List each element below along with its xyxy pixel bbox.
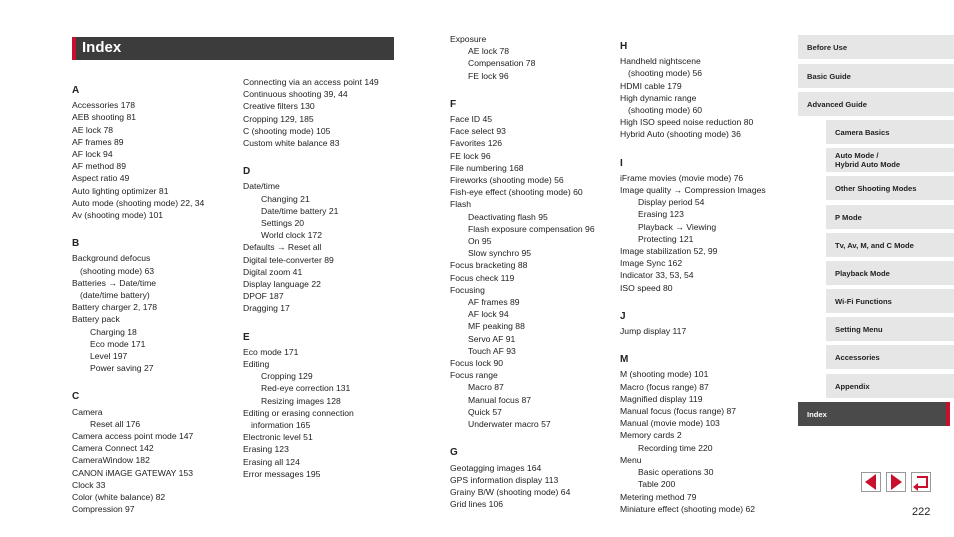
index-entry[interactable]: AF method 89 [72,161,126,172]
sidebar-tab-label: P Mode [835,212,862,222]
index-entry[interactable]: Changing 21 [261,193,310,204]
index-entry[interactable]: M (shooting mode) 101 [620,369,709,380]
index-letter-heading: H [620,41,628,52]
index-entry[interactable]: Indicator 33, 53, 54 [620,270,694,281]
index-entry[interactable]: Compression 97 [72,504,135,515]
index-entry[interactable]: Image stabilization 52, 99 [620,246,718,257]
index-entry[interactable]: File numbering 168 [450,162,524,173]
sidebar-tab-basic-guide[interactable] [798,64,954,88]
index-entry[interactable]: Date/time [243,181,280,192]
index-entry[interactable]: Touch AF 93 [468,345,516,356]
index-entry[interactable]: Grid lines 106 [450,499,504,510]
sidebar-tab-accessories[interactable] [826,345,954,369]
return-icon[interactable] [911,472,931,492]
sidebar-tab-advanced-guide[interactable] [798,92,954,116]
sidebar-tab-label: Advanced Guide [807,99,867,109]
index-entry[interactable]: Display language 22 [243,279,321,290]
index-entry[interactable]: HDMI cable 179 [620,80,682,91]
index-entry[interactable]: GPS information display 113 [450,474,559,485]
index-entry[interactable]: High dynamic range [620,92,697,103]
index-entry[interactable]: Editing or erasing connection [243,407,354,418]
page-number: 222 [912,506,931,518]
index-entry[interactable]: Metering method 79 [620,491,697,502]
index-entry[interactable]: Slow synchro 95 [468,248,532,259]
sidebar-tab-label: Basic Guide [807,71,851,81]
index-entry[interactable]: Camera Connect 142 [72,443,154,454]
index-entry[interactable]: Level 197 [90,351,128,362]
sidebar-tab-label: Accessories [835,352,880,362]
index-entry[interactable]: iFrame movies (movie mode) 76 [620,172,744,183]
index-entry[interactable]: Clock 33 [72,479,106,490]
sidebar-tab-other-shooting-modes[interactable] [826,176,954,200]
index-entry[interactable]: Dragging 17 [243,303,290,314]
index-entry[interactable]: AE lock 78 [72,124,114,135]
index-entry[interactable]: (shooting mode) 60 [628,105,703,116]
sidebar-tab-label: Tv, Av, M, and C Mode [835,240,914,250]
index-entry[interactable]: Digital zoom 41 [243,266,303,277]
sidebar-tab-label: Wi-Fi Functions [835,296,892,306]
index-entry[interactable]: Battery pack [72,314,120,325]
index-entry[interactable]: (shooting mode) 56 [628,68,703,79]
index-column-2 [243,76,433,480]
index-entry[interactable]: Camera [72,406,103,417]
index-letter-heading: D [243,166,251,178]
index-entry[interactable]: Continuous shooting 39, 44 [243,89,348,100]
page-title: Index [82,39,122,56]
index-letter-heading: G [450,447,458,459]
index-entry[interactable]: Favorites 126 [450,138,503,149]
index-entry[interactable]: Handheld nightscene [620,56,701,67]
index-entry[interactable]: Digital tele-converter 89 [243,254,334,265]
index-entry[interactable]: Quick 57 [468,406,502,417]
index-entry[interactable]: Macro 87 [468,382,504,393]
index-entry[interactable]: AF frames 89 [468,297,520,308]
index-entry[interactable]: AEB shooting 81 [72,112,137,123]
index-entry[interactable]: Protecting 121 [638,233,694,244]
index-column-3 [450,33,615,510]
index-entry[interactable]: Settings 20 [261,218,304,229]
index-entry[interactable]: Focus lock 90 [450,358,504,369]
index-entry[interactable]: Erasing 123 [243,444,289,455]
sidebar-tab-label: Setting Menu [835,324,883,334]
index-entry[interactable]: Resizing images 128 [261,395,341,406]
index-entry[interactable]: Error messages 195 [243,468,321,479]
index-entry[interactable]: FE lock 96 [450,150,491,161]
index-entry[interactable]: Manual focus (focus range) 87 [620,406,737,417]
index-entry[interactable]: Recording time 220 [638,442,713,453]
index-entry[interactable]: MF peaking 88 [468,321,525,332]
sidebar-tab-label: Playback Mode [835,268,890,278]
index-entry[interactable]: Aspect ratio 49 [72,173,130,184]
index-letter-heading: M [620,354,629,366]
index-letter-heading: E [243,331,250,343]
index-entry[interactable]: Erasing all 124 [243,456,300,467]
index-entry[interactable]: Eco mode 171 [243,346,299,357]
sidebar-tab-tv-av-m-and-c-mode[interactable] [826,233,954,257]
index-entry[interactable]: CameraWindow 182 [72,455,150,466]
index-letter-heading: F [450,98,457,110]
index-entry[interactable]: Fireworks (shooting mode) 56 [450,175,564,186]
index-entry[interactable]: Focus check 119 [450,272,515,283]
index-entry[interactable]: Macro (focus range) 87 [620,381,709,392]
index-entry[interactable]: Accessories 178 [72,100,136,111]
index-entry[interactable]: Table 200 [638,479,676,490]
index-entry[interactable]: Power saving 27 [90,363,154,374]
sidebar-tab-setting-menu[interactable] [826,317,954,341]
sidebar-tab-label: Before Use [807,42,848,52]
index-entry[interactable]: Playback → Viewing [638,221,717,232]
index-entry[interactable]: FE lock 96 [468,70,509,81]
index-entry[interactable]: Servo AF 91 [468,333,516,344]
index-entry[interactable]: Date/time battery 21 [261,205,339,216]
index-letter-heading: B [72,238,80,250]
index-entry[interactable]: (date/time battery) [80,290,150,301]
index-entry[interactable]: Geotagging images 164 [450,462,542,473]
index-letter-heading: C [72,391,80,403]
index-entry[interactable]: Menu [620,454,642,465]
index-entry[interactable]: Red-eye correction 131 [261,383,351,394]
index-entry[interactable]: Erasing 123 [638,209,684,220]
index-entry[interactable]: Camera access point mode 147 [72,431,194,442]
sidebar-tab-before-use[interactable] [798,35,954,59]
index-entry[interactable]: Cropping 129 [261,371,313,382]
index-entry[interactable]: AE lock 78 [468,46,510,57]
index-column-1 [72,78,237,516]
index-entry[interactable]: Hybrid Auto (shooting mode) 36 [620,129,741,140]
sidebar-tab-p-mode[interactable] [826,205,954,229]
index-entry[interactable]: Battery charger 2, 178 [72,302,158,313]
sidebar-tab-label: Appendix [835,381,870,391]
index-entry[interactable]: Deactivating flash 95 [468,211,548,222]
index-entry[interactable]: Defaults → Reset all [243,242,322,253]
arrow-left-icon[interactable] [861,472,881,492]
sidebar-tab-playback-mode[interactable] [826,261,954,285]
index-entry[interactable]: Jump display 117 [620,326,687,337]
index-entry[interactable]: Underwater macro 57 [468,419,551,430]
index-entry[interactable]: (shooting mode) 63 [80,265,155,276]
index-entry[interactable]: Reset all 176 [90,418,141,429]
index-entry[interactable]: AF lock 94 [468,309,509,320]
index-entry[interactable]: information 165 [251,420,311,431]
sidebar-tab-label: Camera Basics [835,127,890,137]
index-entry[interactable]: Image Sync 162 [620,258,683,269]
index-entry[interactable]: ISO speed 80 [620,282,673,293]
index-entry[interactable]: Av (shooting mode) 101 [72,210,164,221]
index-entry[interactable]: Eco mode 171 [90,338,146,349]
index-entry[interactable]: Manual (movie mode) 103 [620,418,720,429]
index-entry[interactable]: Editing [243,359,270,370]
index-entry[interactable]: DPOF 187 [243,291,284,302]
index-entry[interactable]: Face ID 45 [450,114,493,125]
index-entry[interactable]: Face select 93 [450,126,506,137]
index-entry[interactable]: Batteries → Date/time [72,277,157,288]
index-entry[interactable]: Focusing [450,284,485,295]
sidebar-tab-appendix[interactable] [826,374,954,398]
index-entry[interactable]: Compensation 78 [468,58,536,69]
index-title-bar [72,37,394,60]
index-entry[interactable]: Creative filters 130 [243,101,315,112]
index-entry[interactable]: Exposure [450,34,487,44]
sidebar-tab-index[interactable] [798,402,950,426]
sidebar-tab-label: Index [807,409,827,419]
index-entry[interactable]: Basic operations 30 [638,467,714,478]
sidebar-tab-wi-fi-functions[interactable] [826,289,954,313]
sidebar-tab-auto-mode-hybrid-auto-mode[interactable] [826,148,954,172]
index-entry[interactable]: Image quality → Compression Images [620,185,766,196]
sidebar-tab-label: Auto Mode / Hybrid Auto Mode [835,151,901,169]
index-entry[interactable]: Focus range [450,370,498,381]
index-entry[interactable]: Custom white balance 83 [243,138,340,149]
index-entry[interactable]: Background defocus [72,253,151,264]
index-entry[interactable]: Connecting via an access point 149 [243,77,379,87]
index-column-4 [620,34,795,515]
index-letter-heading: I [620,157,623,169]
index-entry[interactable]: Manual focus 87 [468,394,532,405]
index-entry[interactable]: Memory cards 2 [620,430,682,441]
index-entry[interactable]: AF frames 89 [72,136,124,147]
index-letter-heading: A [72,85,80,96]
index-entry[interactable]: CANON iMAGE GATEWAY 153 [72,467,193,478]
index-entry[interactable]: Fish-eye effect (shooting mode) 60 [450,187,583,198]
index-entry[interactable]: Grainy B/W (shooting mode) 64 [450,486,571,497]
index-entry[interactable]: Charging 18 [90,326,137,337]
index-entry[interactable]: Auto mode (shooting mode) 22, 34 [72,197,205,208]
index-entry[interactable]: World clock 172 [261,230,322,241]
index-entry[interactable]: Display period 54 [638,197,705,208]
index-entry[interactable]: Cropping 129, 185 [243,113,314,124]
index-entry[interactable]: Electronic level 51 [243,432,313,443]
index-entry[interactable]: Focus bracketing 88 [450,260,528,271]
index-letter-heading: J [620,310,626,322]
index-entry[interactable]: C (shooting mode) 105 [243,125,331,136]
index-entry[interactable]: High ISO speed noise reduction 80 [620,117,754,128]
index-entry[interactable]: AF lock 94 [72,149,113,160]
index-entry[interactable]: Flash [450,199,472,210]
index-entry[interactable]: Miniature effect (shooting mode) 62 [620,503,756,514]
index-entry[interactable]: Auto lighting optimizer 81 [72,185,169,196]
index-entry[interactable]: Magnified display 119 [620,393,703,404]
arrow-right-icon[interactable] [886,472,906,492]
index-entry[interactable]: Flash exposure compensation 96 [468,223,595,234]
sidebar-tab-label: Other Shooting Modes [835,183,917,193]
index-entry[interactable]: On 95 [468,236,492,247]
index-entry[interactable]: Color (white balance) 82 [72,492,166,503]
sidebar-tab-camera-basics[interactable] [826,120,954,144]
